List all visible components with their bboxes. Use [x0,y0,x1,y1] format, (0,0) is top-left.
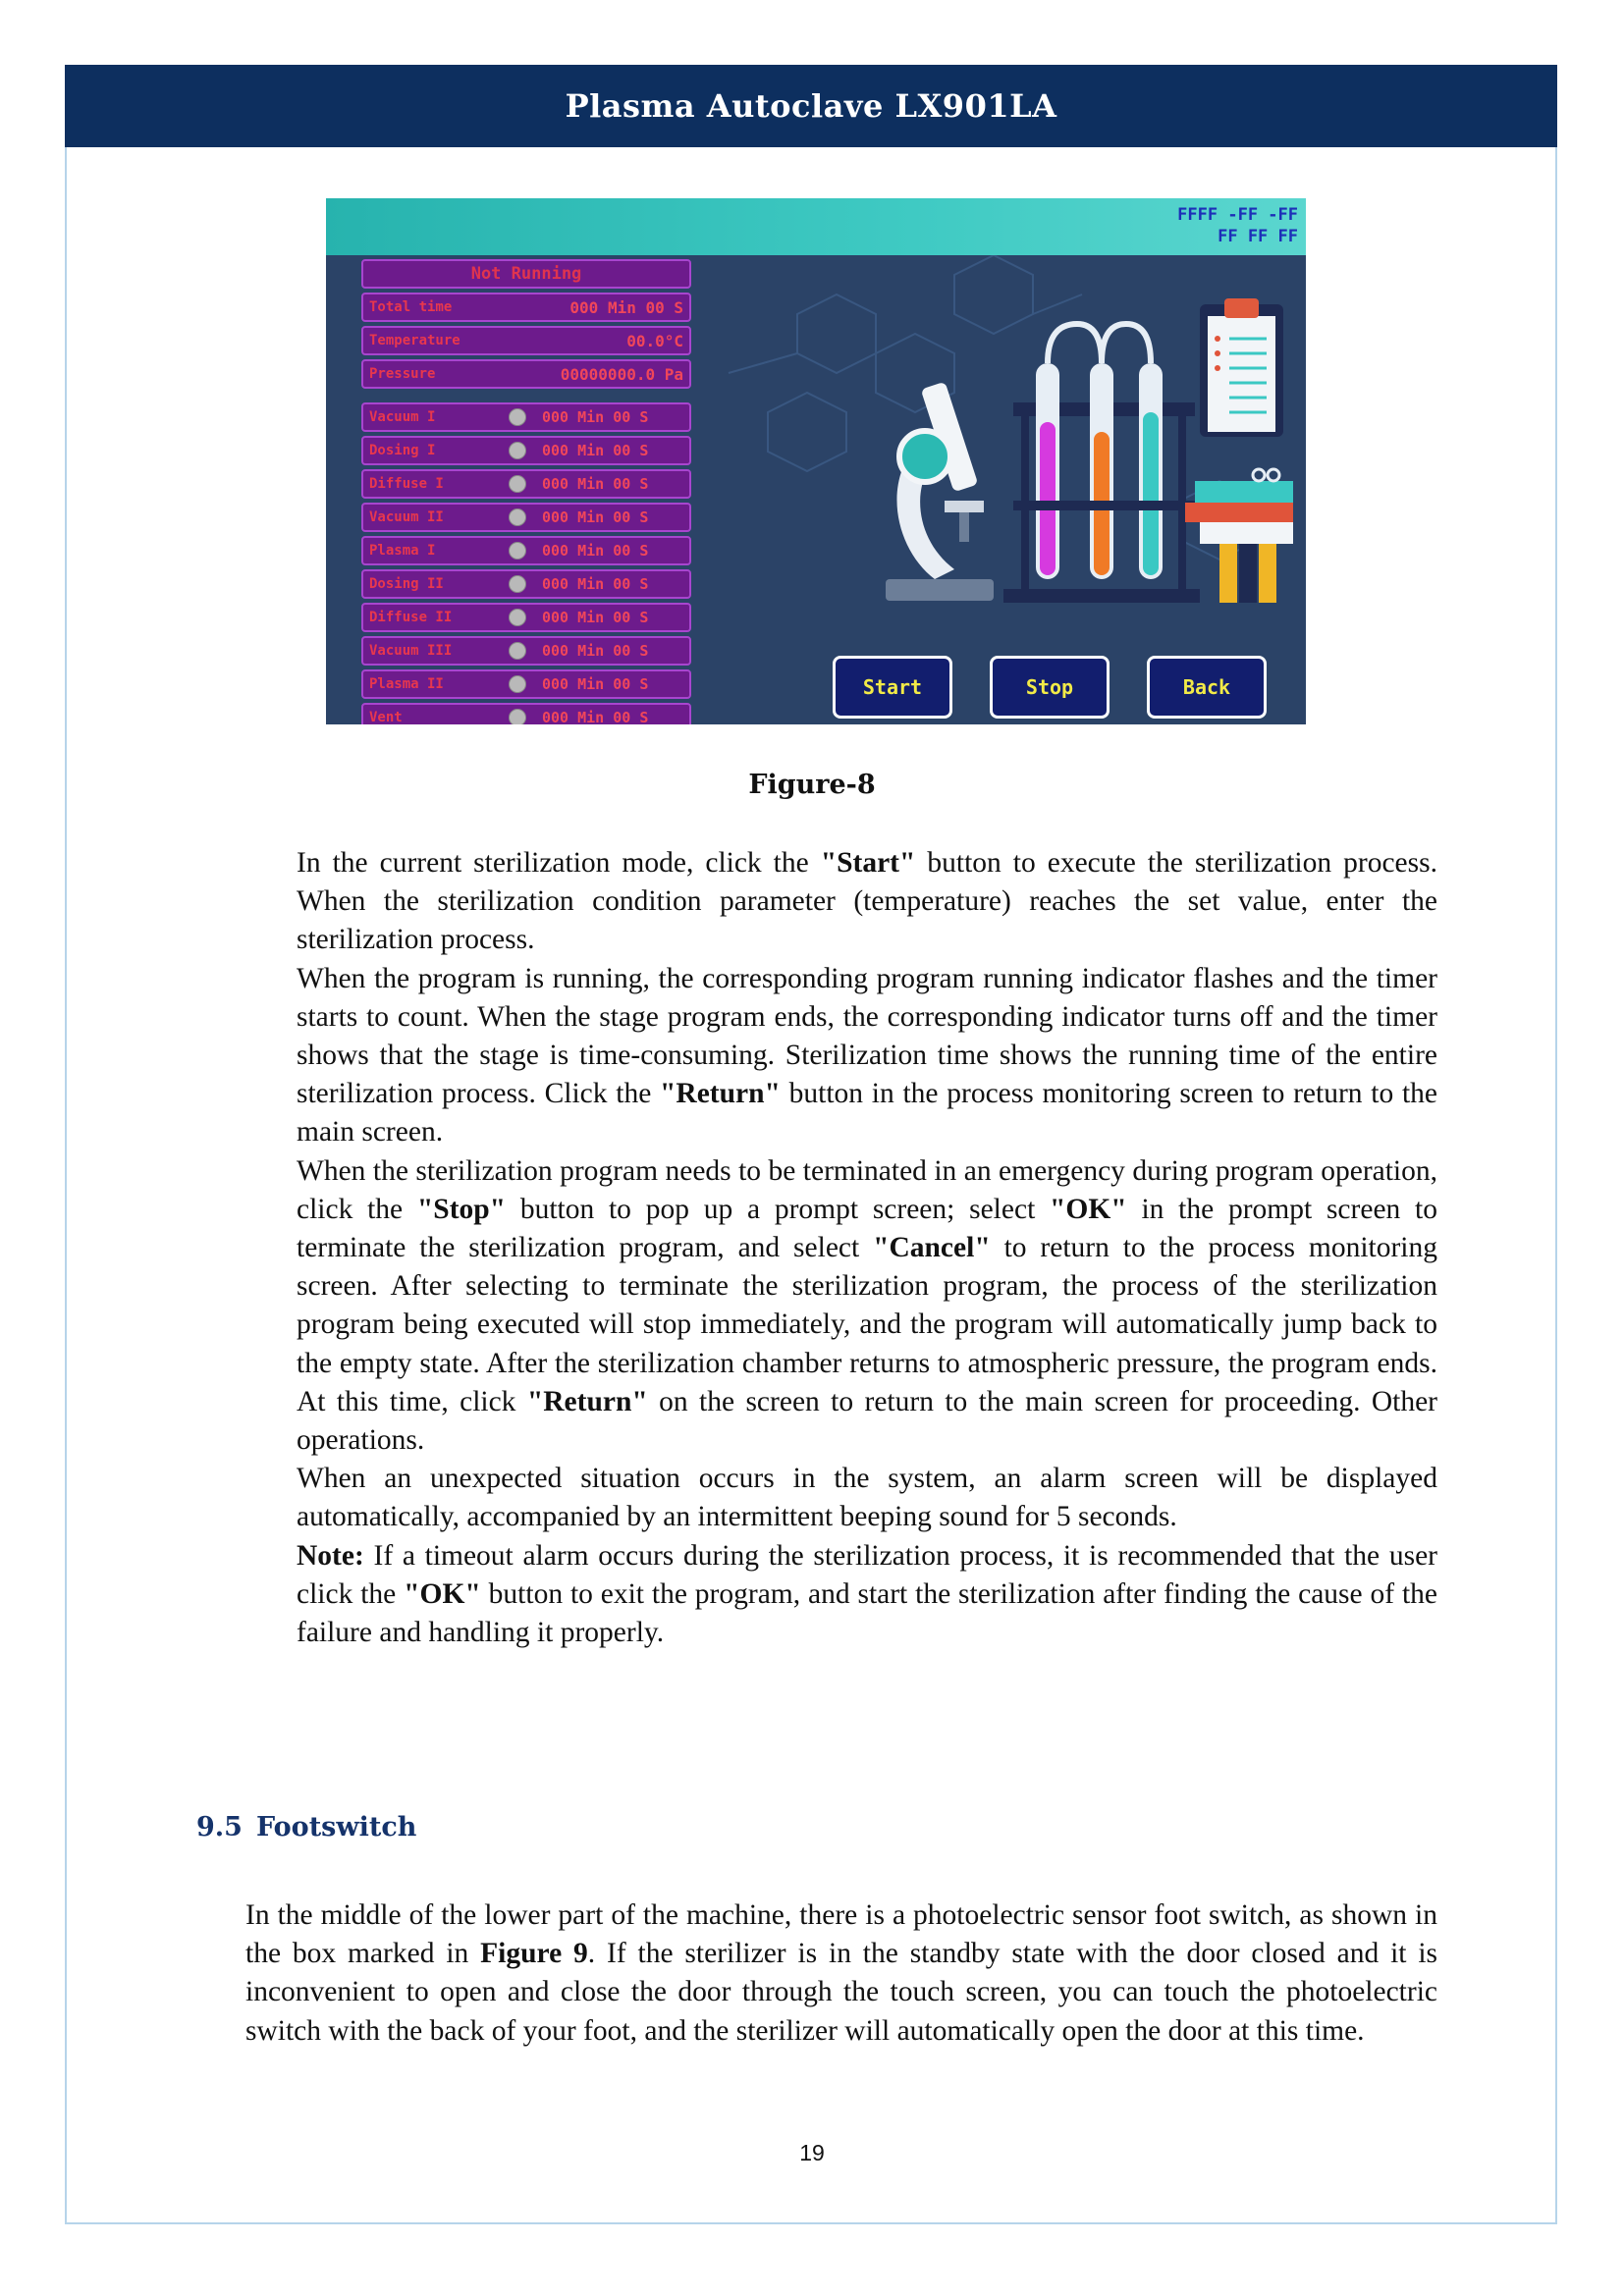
stage-time: 000 Min 00 S [542,642,649,660]
stage-row [361,536,691,565]
lab-illustration [709,255,1306,648]
hmi-status-row [361,259,691,289]
stage-indicator-icon [509,642,526,660]
stage-indicator-icon [509,442,526,459]
stage-label: Diffuse I [369,476,444,492]
page-number: 19 [799,2140,825,2165]
stage-time: 000 Min 00 S [542,609,649,626]
page-header [65,65,1557,147]
books-icon [1185,469,1293,603]
stage-label: Vacuum I [369,409,436,425]
stage-indicator-icon [509,675,526,693]
stage-row [361,603,691,632]
stage-time: 000 Min 00 S [542,542,649,560]
hmi-screenshot [326,198,1306,724]
stage-label: Plasma I [369,543,436,559]
stage-label: Vacuum III [369,643,453,659]
info-label: Total time [369,299,453,315]
stage-time: 000 Min 00 S [542,575,649,593]
info-value: 00.0°C [626,331,683,350]
paragraph: When the sterilization program needs to be terminated in an emergency during program operation, click the "Stop" button to pop up a prompt screen; select "OK" in the prompt screen to terminate the sterilization program, and select "Cancel" to return to the process monitoring screen. After selecting to terminate the sterilization program, the process of the sterilization program being executed will stop immediately, and the program will automatically jump back to the empty state. After the sterilization chamber returns to atmospheric pressure, the program ends. At this time, click "Return" on the screen to return to the main screen for proceeding. Other operations. [297,1154,1437,1457]
stage-time: 000 Min 00 S [542,442,649,459]
test-tubes-icon [1003,324,1200,603]
section-heading [196,1812,416,1842]
stage-row [361,669,691,699]
hmi-code-line: FFFF -FF -FF [1177,205,1298,225]
info-value: 000 Min 00 S [569,297,683,317]
stage-row [361,469,691,499]
stage-time: 000 Min 00 S [542,408,649,426]
section-number: 9.5 [196,1812,243,1842]
clipboard-icon [1200,298,1283,437]
stage-row [361,636,691,666]
hmi-info-row-pressure [361,359,691,389]
section-title: Footswitch [255,1812,417,1842]
microscope-icon [886,382,994,601]
stage-indicator-icon [509,609,526,626]
stage-indicator-icon [509,475,526,493]
paragraph: In the middle of the lower part of the machine, there is a photoelectric sensor foot switch, as shown in the box marked in Figure 9. If the sterilizer is in the standby state with the door closed and it is inconvenient to open and close the door through the touch screen, you can touch the photoelectric switch with the back of your foot, and the sterilizer will automatically open the door at this time. [245,1899,1437,2047]
info-label: Temperature [369,333,460,348]
stage-indicator-icon [509,575,526,593]
stage-row [361,703,691,724]
paragraph: When an unexpected situation occurs in the system, an alarm screen will be displayed automatically, accompanied by an intermittent beeping sound for 5 seconds. [297,1463,1437,1533]
info-label: Pressure [369,366,436,382]
hmi-status-codes [1102,204,1298,247]
hmi-status-label: Not Running [470,264,582,284]
stage-row [361,569,691,599]
stop-button[interactable]: Stop [990,656,1110,719]
stage-label: Vent [369,710,403,724]
stage-row [361,436,691,465]
stage-label: Diffuse II [369,610,453,625]
back-button[interactable]: Back [1147,656,1267,719]
hmi-left-panel [361,259,691,724]
stage-time: 000 Min 00 S [542,508,649,526]
stage-label: Vacuum II [369,509,444,525]
stage-label: Plasma II [369,676,444,692]
note-paragraph: Note: If a timeout alarm occurs during the sterilization process, it is recommended that the user click the "OK" button to exit the program, and start the sterilization after finding the cause of the failure and handling it properly. [297,1539,1437,1649]
paragraph: In the current sterilization mode, click the "Start" button to execute the sterilization process. When the sterilization condition parameter (temperature) reaches the set value, enter the sterilization process. [297,847,1437,956]
header-title: Plasma Autoclave LX901LA [565,87,1057,125]
figure-caption: Figure-8 [748,770,876,800]
paragraph: When the program is running, the corresponding program running indicator flashes and the timer starts to count. When the stage program ends, the corresponding indicator turns off and the timer shows that the stage is time-consuming. Sterilization time shows the running time of the entire sterilization process. Click the "Return" button in the process monitoring screen to return to the main screen. [297,962,1437,1148]
stage-label: Dosing II [369,576,444,592]
info-value: 00000000.0 Pa [560,364,683,384]
stage-indicator-icon [509,709,526,724]
stage-row [361,402,691,432]
hmi-code-line: FF FF FF [1218,227,1298,246]
stage-indicator-icon [509,408,526,426]
hmi-info-row-temperature [361,326,691,355]
stage-time: 000 Min 00 S [542,709,649,724]
hmi-info-row-total-time [361,293,691,322]
stage-row [361,503,691,532]
body-text [297,844,1437,1652]
start-button[interactable]: Start [833,656,952,719]
stage-label: Dosing I [369,443,436,458]
stage-time: 000 Min 00 S [542,675,649,693]
section-body [245,1896,1437,2051]
stage-indicator-icon [509,508,526,526]
stage-indicator-icon [509,542,526,560]
stage-time: 000 Min 00 S [542,475,649,493]
